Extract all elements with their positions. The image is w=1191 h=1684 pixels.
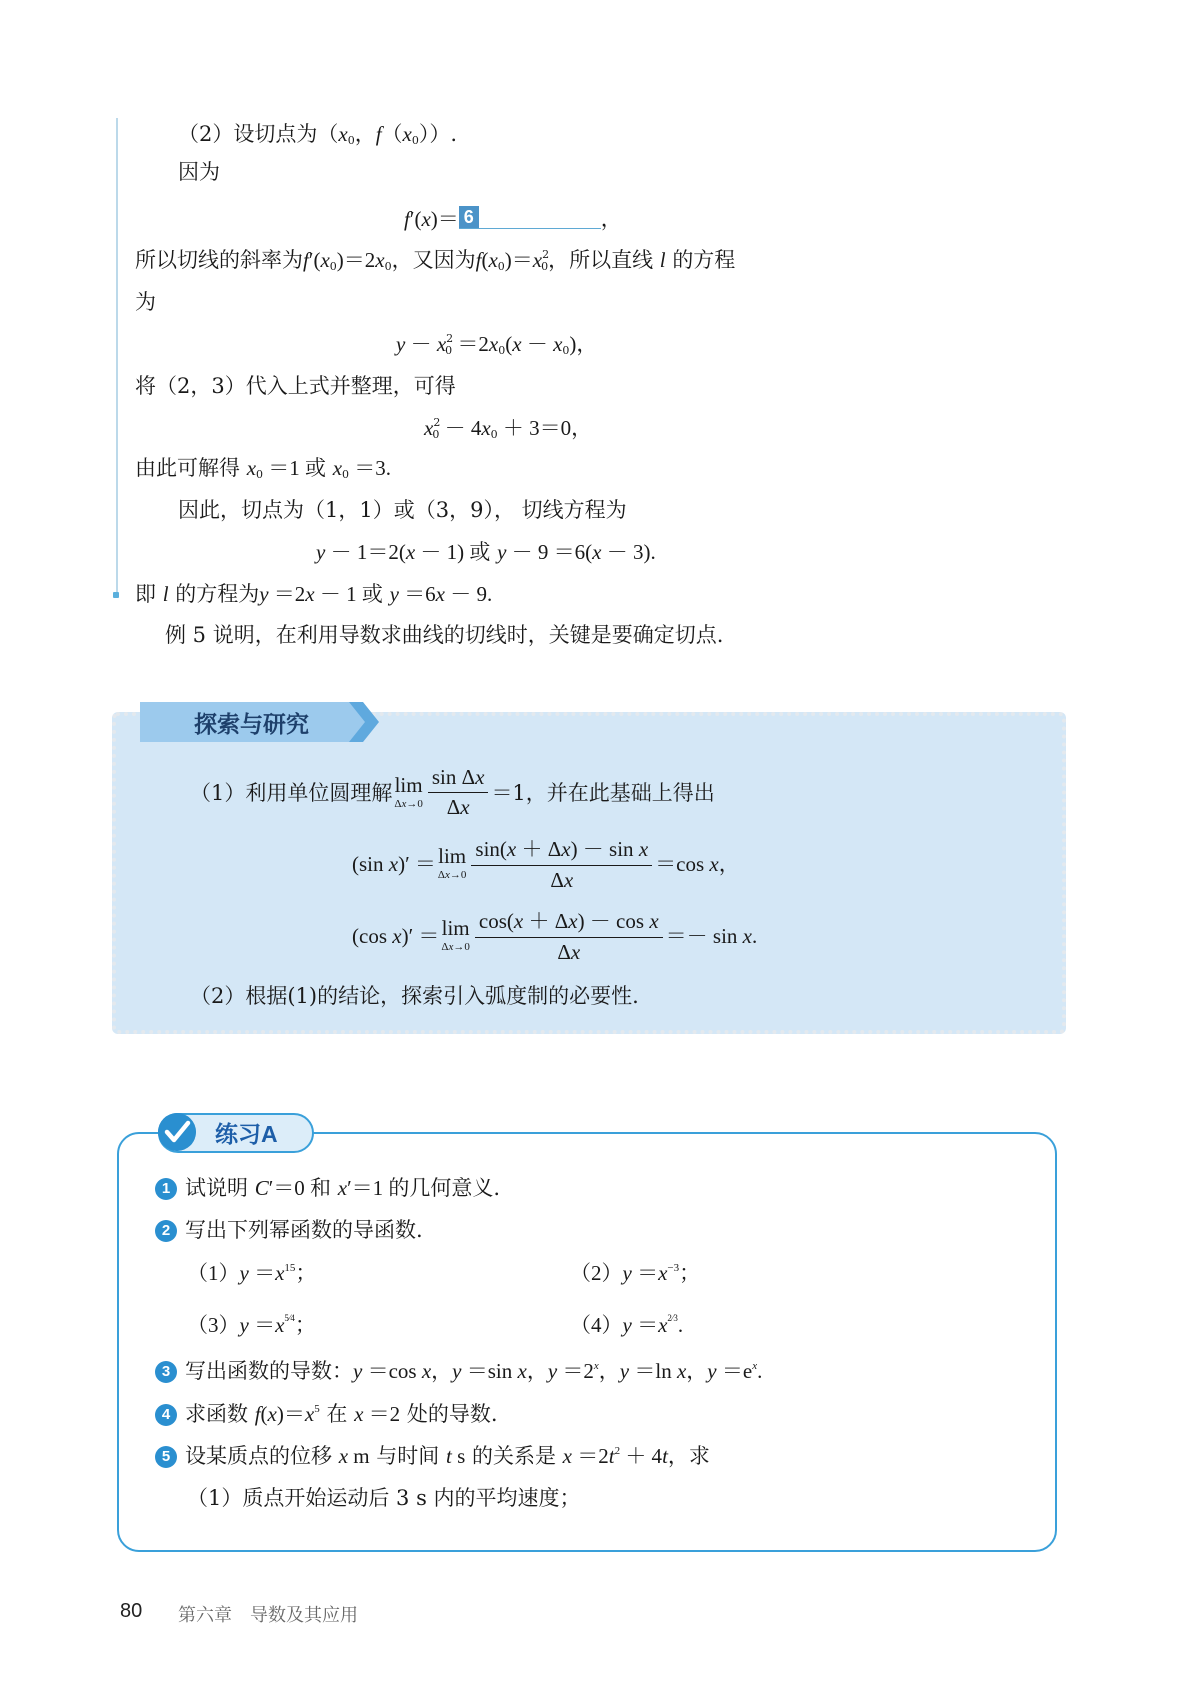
solution-line-12: 即 l 的方程为y ＝2x － 1 或 y ＝6x － 9. — [135, 582, 493, 606]
question-number: 5 — [155, 1446, 177, 1468]
margin-marker — [113, 592, 119, 598]
solution-line-10: 因此，切点为（1，1）或（3，9）， 切线方程为 — [178, 498, 627, 522]
example-remark: 例 5 说明，在利用导数求曲线的切线时，关键是要确定切点. — [165, 623, 724, 647]
exercise-q3: 3 写出函数的导数：y ＝cos x，y ＝sin x，$y =2^x$，y ＝ln x，$y =e^x$. — [155, 1355, 762, 1385]
solution-line-2: 因为 — [178, 160, 220, 184]
checkmark-icon — [158, 1113, 196, 1151]
blank-number-badge: 6 — [459, 206, 479, 228]
page-number: 80 — [120, 1600, 143, 1622]
solution-line-9: 由此可解得 $x_0 =1$ 或 $x_0 =3$. — [135, 456, 392, 481]
solution-line-7: 将（2，3）代入上式并整理，可得 — [135, 374, 456, 398]
solution-line-4: 所以切线的斜率为$f'(x_0)=2x_0$，又因为$f(x_0)=x^2_0$，所以直线 l 的方程 — [135, 248, 736, 273]
question-number: 3 — [155, 1361, 177, 1383]
solution-line-6: $y - x^2_0 =2x_0(x - x_0)$， — [396, 332, 598, 357]
exercise-title: 练习A — [215, 1121, 278, 1147]
solution-line-3: f′(x)＝ 6 ， — [404, 207, 622, 231]
margin-rule — [116, 118, 118, 598]
formula-cos-derivative: (cos x)′ ＝ lim Δx→0 $\frac{\text{cos(x ＋ Δx) － cos x}}{\Delta x}$ ＝－ sin x. — [352, 909, 758, 964]
explore-title: 探索与研究 — [194, 711, 309, 737]
exercise-q4: 4 求函数 $f(x)=x^5$ 在 x ＝2 处的导数. — [155, 1398, 498, 1428]
exercise-q2-part4: $(4)y =x^{2⁄3}$. — [570, 1313, 684, 1337]
exercise-q2-part1: $(1)y =x^{15}$； — [187, 1261, 317, 1285]
explore-item-2: （2）根据(1)的结论，探索引入弧度制的必要性. — [190, 984, 639, 1008]
exercise-q5: 5 设某质点的位移 x m 与时间 t s 的关系是 $x =2t^2 + 4t$，求 — [155, 1440, 710, 1470]
exercise-q5-part1: （1）质点开始运动后 3 s 内的平均速度； — [187, 1486, 581, 1510]
question-number: 4 — [155, 1404, 177, 1426]
solution-line-8: $x^2_0 - 4x_0 + 3=0$， — [424, 416, 593, 441]
answer-blank[interactable] — [459, 206, 601, 229]
solution-line-1: （2）设切点为（$x_0$，$f(x_0)$）. — [178, 122, 458, 147]
explore-item-1: （1）利用单位圆理解 lim Δx→0 $\frac{\text{sin Δx}}{\Delta x}$ ＝1，并在此基础上得出 — [190, 764, 715, 819]
solution-line-5: 为 — [135, 290, 156, 314]
chevron-right-icon — [345, 702, 385, 742]
question-number: 1 — [155, 1178, 177, 1200]
exercise-q1: 1 试说明 C′＝0 和 x′＝1 的几何意义. — [155, 1172, 500, 1202]
exercise-q2-part3: $(3)y =x^{5⁄4}$； — [187, 1313, 316, 1337]
formula-sin-derivative: (sin x)′ ＝ lim Δx→0 $\frac{\text{sin(x ＋ Δx) － sin x}}{\Delta x}$ ＝cos x， — [352, 837, 740, 892]
chapter-title: 第六章 导数及其应用 — [178, 1605, 358, 1626]
question-number: 2 — [155, 1220, 177, 1242]
solution-line-11: y － 1＝2(x － 1) 或 y － 9 ＝6(x － 3). — [316, 540, 656, 564]
exercise-q2-part2: $(2)y =x^{-3}$； — [570, 1261, 701, 1285]
exercise-q2: 2 写出下列幂函数的导函数. — [155, 1214, 423, 1244]
